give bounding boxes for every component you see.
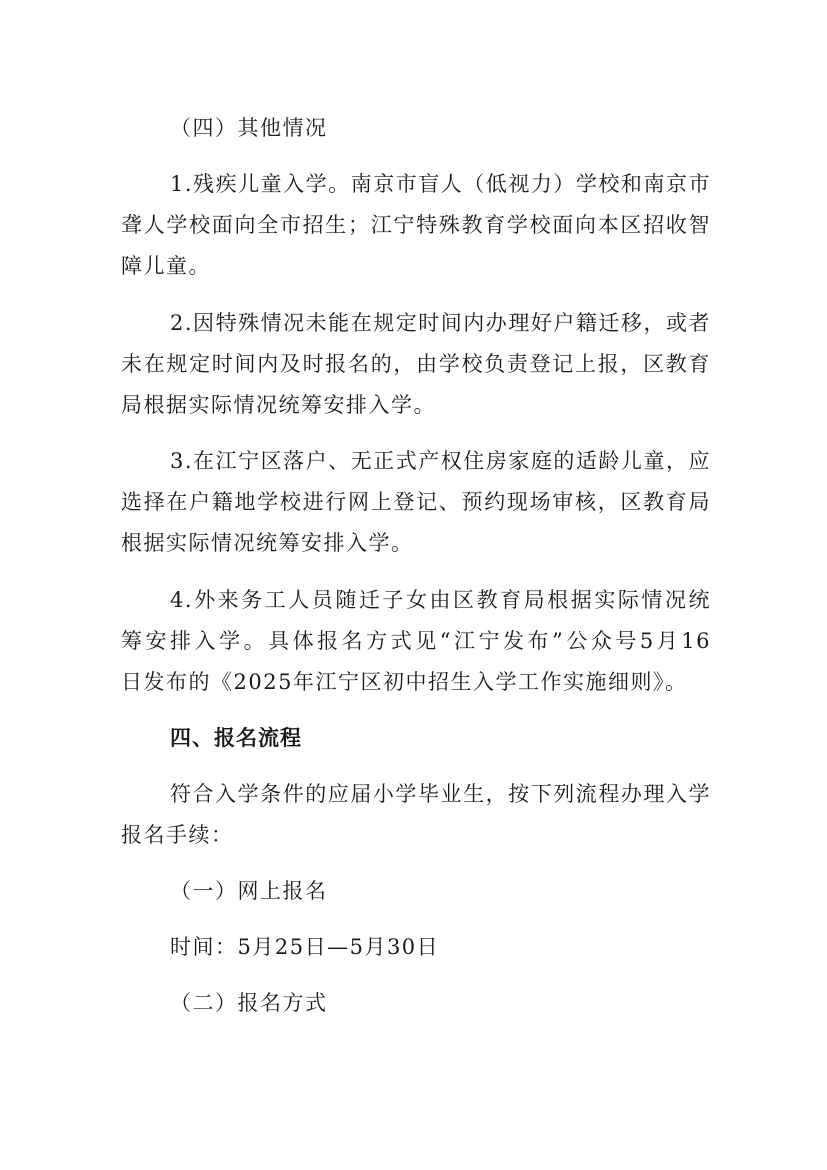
item-1-line-2: 聋人学校面向全市招生；江宁特殊教育学校面向本区招收智 [121, 213, 711, 237]
item-2-line-1: 2.因特殊情况未能在规定时间内办理好户籍迁移，或者 [170, 311, 711, 335]
item-3-line-3: 根据实际情况统筹安排入学。 [121, 531, 414, 555]
item-3-line-1: 3.在江宁区落户、无正式产权住房家庭的适龄儿童，应 [170, 449, 711, 473]
subsection-title-registration-method: （二）报名方式 [170, 991, 328, 1015]
intro-line-1: 符合入学条件的应届小学毕业生，按下列流程办理入学 [170, 782, 711, 806]
item-2-line-2: 未在规定时间内及时报名的，由学校负责登记上报，区教育 [121, 352, 711, 376]
section-heading-registration-process: 四、报名流程 [170, 726, 302, 750]
item-3-line-2: 选择在户籍地学校进行网上登记、预约现场审核，区教育局 [121, 490, 711, 514]
item-1-line-1: 1.残疾儿童入学。南京市盲人（低视力）学校和南京市 [170, 172, 711, 196]
intro-line-2: 报名手续： [121, 823, 234, 847]
item-4-line-3: 日发布的《2025年江宁区初中招生入学工作实施细则》。 [121, 670, 688, 694]
registration-time: 时间：5月25日—5月30日 [170, 935, 440, 959]
item-4-line-2: 筹安排入学。具体报名方式见“江宁发布”公众号5月16 [121, 629, 711, 653]
subsection-title-other-situations: （四）其他情况 [170, 116, 328, 140]
subsection-title-online-registration: （一）网上报名 [170, 879, 328, 903]
item-1-line-3: 障儿童。 [121, 254, 211, 278]
item-4-line-1: 4.外来务工人员随迁子女由区教育局根据实际情况统 [170, 588, 711, 612]
item-2-line-3: 局根据实际情况统筹安排入学。 [121, 393, 436, 417]
